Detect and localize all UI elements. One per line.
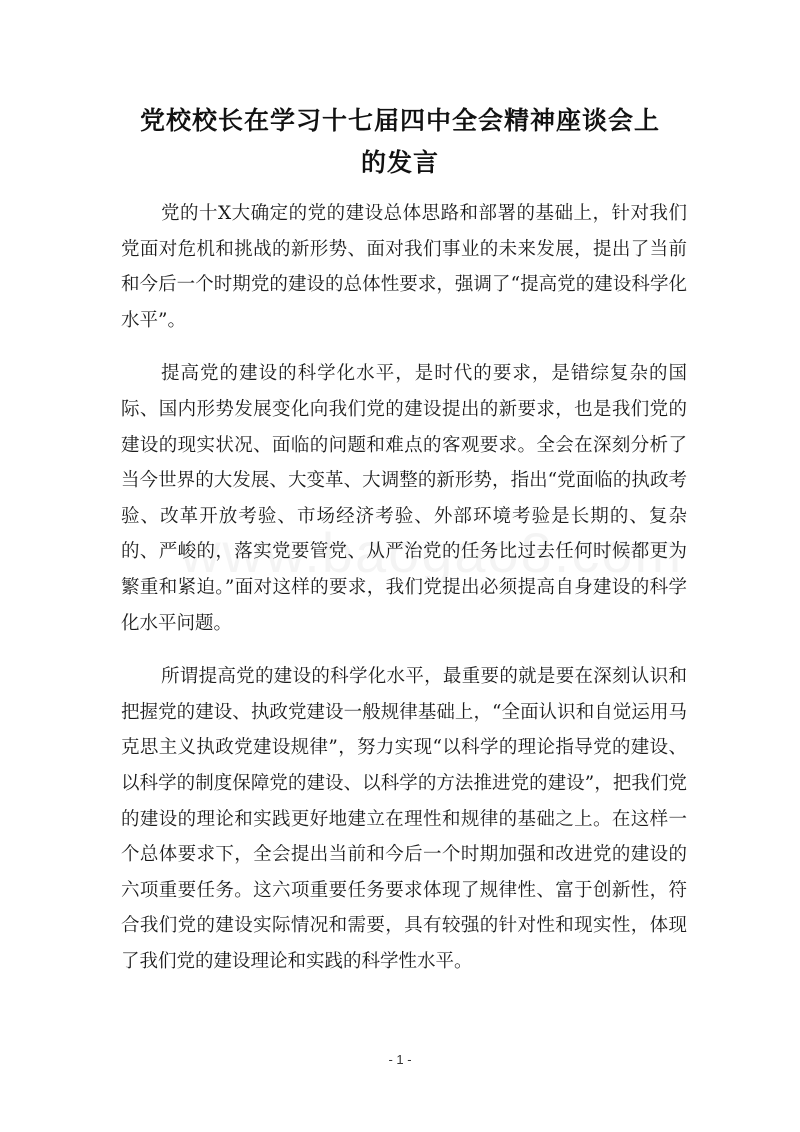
title-line-2: 的发言 <box>360 148 439 177</box>
title-line-1: 党校校长在学习十七届四中全会精神座谈会上 <box>139 106 660 135</box>
document-body <box>121 196 687 997</box>
document-title <box>120 100 680 184</box>
page-number: - 1 - <box>388 1052 412 1067</box>
paragraph-2: 提高党的建设的科学化水平，是时代的要求，是错综复杂的国际、国内形势发展变化向我们党的建设提出的新要求，也是我们党的建设的现实状况、面临的问题和难点的客观要求。全会在深刻分析了当今世界的大发展、大变革、大调整的新形势，指出“党面临的执政考验、改革开放考验、市场经济考验、外部环境考验是长期的、复杂的、严峻的，落实党要管党、从严治党的任务比过去任何时候都更为繁重和紧迫。”面对这样的要求，我们党提出必须提高自身建设的科学化水平问题。 <box>121 363 687 634</box>
paragraph-1: 党的十Ⅹ大确定的党的建设总体思路和部署的基础上，针对我们党面对危机和挑战的新形势、面对我们事业的未来发展，提出了当前和今后一个时期党的建设的总体性要求，强调了“提高党的建设科学化水平”。 <box>121 203 687 331</box>
paragraph-3: 所谓提高党的建设的科学化水平，最重要的就是要在深刻认识和把握党的建设、执政党建设一般规律基础上，“全面认识和自觉运用马克思主义执政党建设规律”，努力实现“以科学的理论指导党的建设、以科学的制度保障党的建设、以科学的方法推进党的建设”，把我们党的建设的理论和实践更好地建立在理性和规律的基础之上。在这样一个总体要求下，全会提出当前和今后一个时期加强和改进党的建设的六项重要任务。这六项重要任务要求体现了规律性、富于创新性，符合我们党的建设实际情况和需要，具有较强的针对性和现实性，体现了我们党的建设理论和实践的科学性水平。 <box>121 666 687 972</box>
